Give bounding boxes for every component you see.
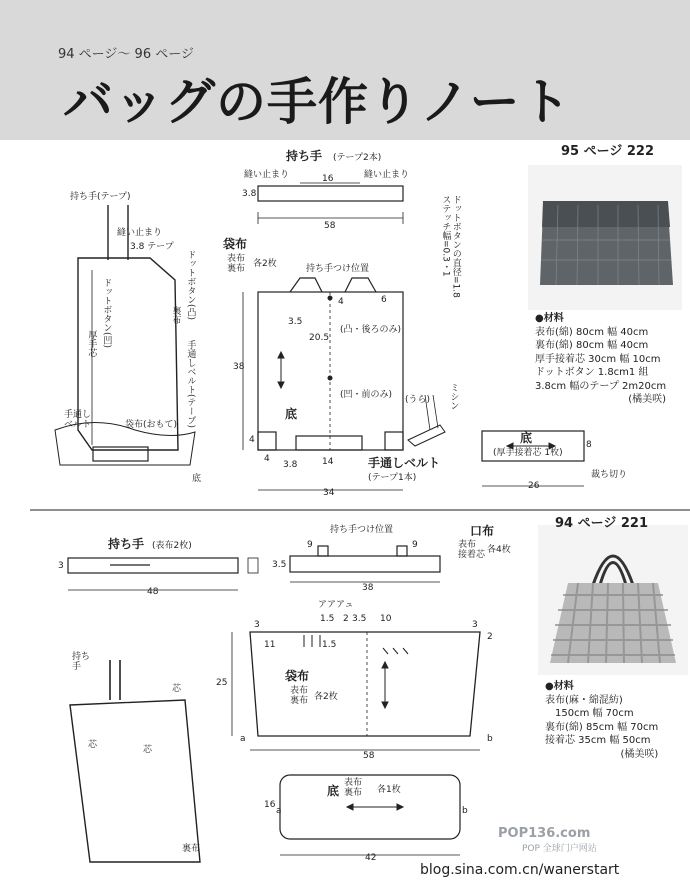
handle-d3: 3 (58, 561, 64, 571)
body-d14: 14 (322, 457, 334, 467)
base-sub-top: (厚手接着芯 1枚) (493, 448, 563, 458)
materials-222 (535, 312, 666, 407)
base-d42: 42 (365, 853, 377, 863)
dim-16: 16 (322, 174, 334, 184)
handle-strip-top (258, 186, 403, 201)
mouth-sub: 表布 接着芯 (458, 540, 486, 561)
materials-221 (545, 680, 658, 761)
mouth-d38: 38 (362, 583, 374, 593)
bag-photo-221 (538, 525, 688, 675)
base-cut: 裁ち切り (591, 470, 628, 480)
illus-b-core3: 芯 (143, 745, 153, 755)
mouth-d9a: 9 (307, 540, 313, 550)
body-belt-count: (テープ1本) (368, 473, 417, 483)
materials-title: ●材料 (535, 313, 564, 324)
materials-author: (橘美咲) (620, 748, 659, 760)
handle-count: (テープ2本) (333, 153, 382, 163)
mouth-d35: 3.5 (272, 560, 287, 570)
base-d26: 26 (528, 481, 540, 491)
body-convex: (凸・後ろのみ) (340, 325, 402, 335)
body-b-d3: 3 (254, 620, 260, 630)
body-sub: 表布 裏布 (227, 254, 246, 275)
body-title: 袋布 (223, 237, 248, 251)
base-d8: 8 (586, 440, 592, 450)
body-b-d25: 25 (216, 678, 228, 688)
bag-body-panel-top (258, 292, 403, 450)
illus-ura: 裏布 (170, 306, 181, 324)
materials-line: 表布(麻・綿混紡) (545, 694, 623, 706)
body-b-title: 袋布 (285, 669, 310, 683)
materials-line: 接着芯 35cm 幅 50cm (545, 735, 651, 746)
watermark-site: blog.sina.com.cn/wanerstart (420, 862, 620, 878)
bag-photo-222 (528, 165, 682, 310)
illus-b-handle: 持ち 手 (72, 652, 91, 673)
body-d35: 3.5 (288, 317, 303, 327)
base-title-top: 底 (520, 431, 533, 445)
illus-b-core: 芯 (172, 684, 182, 694)
bag-body-panel-bottom (250, 632, 480, 736)
illus-handle-tape: 持ち手(テープ) (70, 192, 131, 202)
body-concave: (凹・前のみ) (340, 390, 393, 400)
body-b-sub: 表布 裏布 (290, 686, 309, 707)
mouth-count: 各4枚 (487, 545, 511, 555)
body-b-d15: 1.5 (320, 614, 335, 624)
page-title: バッグの手作りノート (63, 73, 572, 131)
handle-count-b: (表布2枚) (152, 541, 192, 551)
illus-dot-button-v: ドットボタン(凹) (101, 278, 112, 349)
dim-58: 58 (324, 221, 336, 231)
illus-belt: 手通し ベルト (64, 410, 92, 431)
materials-line: ドットボタン 1.8cm1 組 (535, 367, 649, 378)
illus-b-core2: 芯 (88, 740, 98, 750)
body-b-d15b: 1.5 (322, 640, 337, 650)
materials-title: ●材料 (545, 681, 574, 692)
body-rough: アアアュ (318, 600, 354, 610)
body-d6: 6 (381, 295, 387, 305)
handle-title: 持ち手 (286, 149, 323, 163)
base-title-b: 底 (327, 784, 340, 798)
body-b-d58: 58 (363, 751, 375, 761)
body-bottom: 底 (285, 407, 298, 421)
body-d205: 20.5 (309, 333, 330, 343)
illus-beltline: 手通しベルト(テープ) (185, 340, 196, 429)
body-b-d11: 11 (264, 640, 276, 650)
illus-b-ura: 裏布 (182, 844, 201, 854)
body-b-count: 各2枚 (314, 692, 338, 702)
body-d38: 38 (233, 362, 245, 372)
watermark-logo: POP136.com (498, 826, 591, 841)
body-d4c: 4 (264, 454, 270, 464)
body-belt: 手通しベルト (368, 456, 441, 470)
materials-line: 裏布(綿) 85cm 幅 70cm (545, 721, 659, 733)
illus-dot-button: ドットボタン(凸) (185, 250, 196, 321)
illus-stop: 縫い止まり (117, 228, 163, 238)
illus-interfacing: 厚手芯 (86, 330, 97, 357)
page-range: 94 ページ～ 96 ページ (58, 47, 194, 62)
materials-line: 表布(綿) 80cm 幅 40cm (535, 326, 649, 338)
body-b-a: a (240, 734, 246, 744)
stop-left: 縫い止まり (244, 170, 290, 180)
body-d38b: 3.8 (283, 460, 298, 470)
materials-line: 厚手接着芯 30cm 幅 10cm (535, 353, 661, 365)
body-b-d2: 2 (343, 614, 349, 624)
mishin: ミシン (448, 383, 459, 410)
body-b-b: b (487, 734, 493, 744)
body-b-d3r: 3 (472, 620, 478, 630)
body-attach: 持ち手つけ位置 (306, 264, 370, 274)
ura-small: (うら) (405, 395, 431, 405)
mouth-attach: 持ち手つけ位置 (330, 525, 394, 535)
base-d16: 16 (264, 800, 276, 810)
ref-222: 95 ページ 222 (561, 144, 655, 159)
dim-38: 3.8 (242, 189, 257, 199)
handle-strip-bottom (68, 558, 238, 573)
illus-bottom: 底 (192, 474, 202, 484)
mouth-d9b: 9 (412, 540, 418, 550)
base-b: b (462, 806, 468, 816)
body-b-d10: 10 (380, 614, 392, 624)
handle-d48: 48 (147, 587, 159, 597)
button-note: ドットボタンの直径=1.8 ステッチ幅=0.3・1 (440, 195, 461, 298)
body-count: 各2枚 (253, 259, 277, 269)
ref-221: 94 ページ 221 (555, 516, 649, 531)
materials-line: 150cm 幅 70cm (555, 708, 634, 719)
watermark-logo-sub: POP 全球门户网站 (522, 844, 597, 854)
stop-right: 縫い止まり (364, 170, 410, 180)
mouth-title: 口布 (470, 524, 495, 538)
materials-line: 裏布(綿) 80cm 幅 40cm (535, 340, 649, 351)
body-d34: 34 (323, 488, 335, 498)
materials-line: 3.8cm 幅のテープ 2m20cm (535, 380, 667, 392)
illus-tape: 3.8 テープ (130, 242, 174, 252)
materials-author: (橘美咲) (628, 394, 667, 405)
base-count-b: 各1枚 (377, 785, 401, 795)
illus-omote: 袋布(おもて) (125, 420, 178, 430)
base-sub-b: 表布 裏布 (344, 778, 363, 799)
body-d4: 4 (338, 297, 344, 307)
base-a: a (276, 806, 282, 816)
body-b-d35: 3.5 (352, 614, 367, 624)
body-b-d2r: 2 (487, 632, 493, 642)
body-d4b: 4 (249, 435, 255, 445)
handle-title-b: 持ち手 (108, 537, 145, 551)
